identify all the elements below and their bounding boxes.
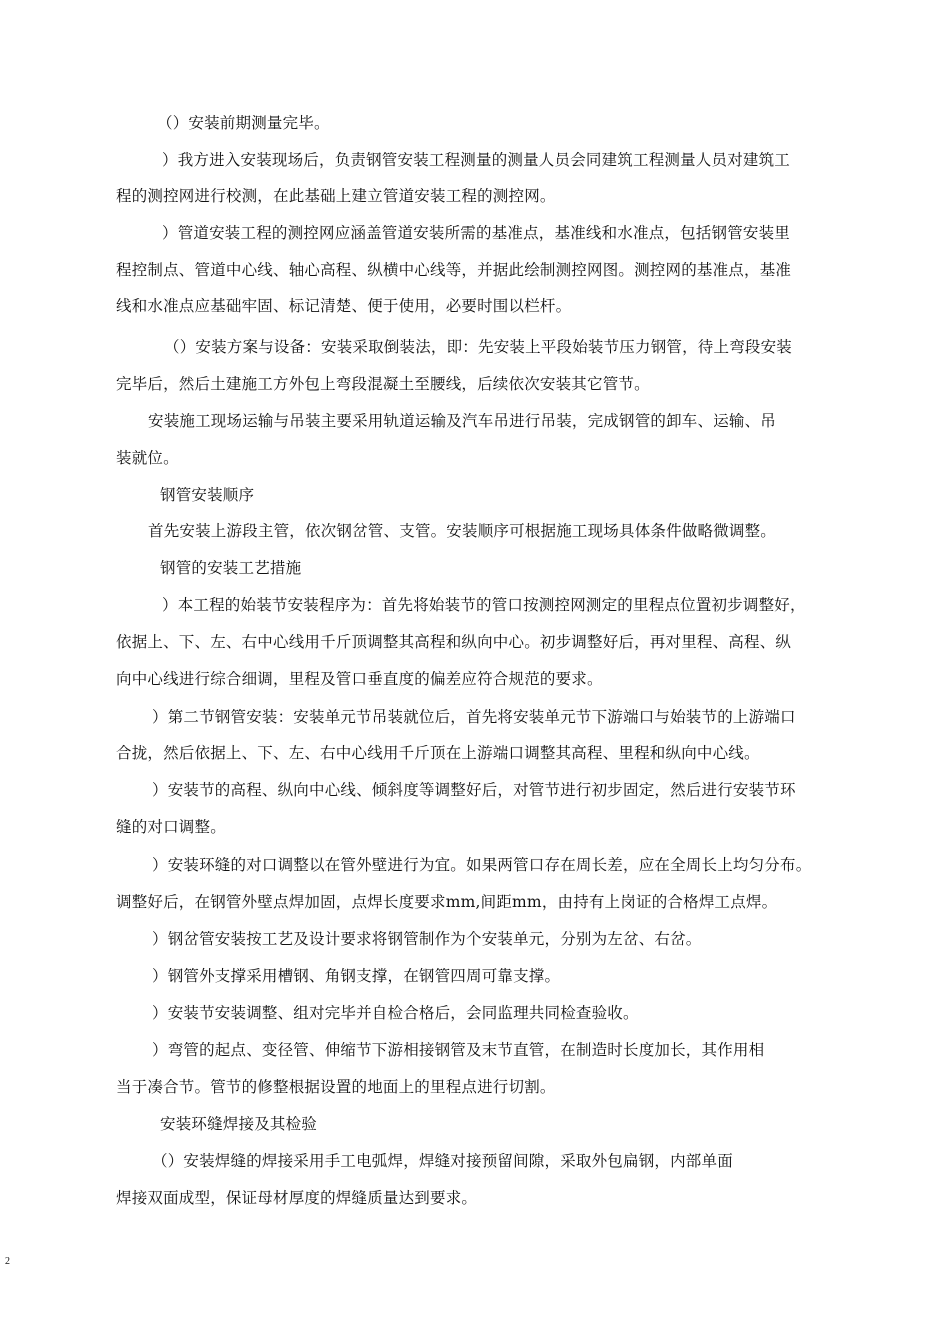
text-line: 缝的对口调整。 [116,818,226,836]
section-heading: 钢管的安装工艺措施 [160,559,302,577]
text-line: 焊接双面成型，保证母材厚度的焊缝质量达到要求。 [116,1189,478,1207]
text-line: 线和水准点应基础牢固、标记清楚、便于使用，必要时围以栏杆。 [116,297,572,315]
text-line: ）钢管外支撑采用槽钢、角钢支撑，在钢管四周可靠支撑。 [152,967,561,985]
text-line: 程控制点、管道中心线、轴心高程、纵横中心线等，并据此绘制测控网图。测控网的基准点，基准 [116,261,792,279]
text-line: 装就位。 [116,449,179,467]
text-line: 向中心线进行综合细调，里程及管口垂直度的偏差应符合规范的要求。 [116,670,603,688]
text-line: ）安装环缝的对口调整以在管外壁进行为宜。如果两管口存在周长差，应在全周长上均匀分布。 [152,856,812,874]
text-line: 程的测控网进行校测，在此基础上建立管道安装工程的测控网。 [116,187,556,205]
section-heading: 钢管安装顺序 [160,486,255,504]
text-line: ）本工程的始装节安装程序为：首先将始装节的管口按测控网测定的里程点位置初步调整好， [162,596,806,614]
text-line: ）安装节安装调整、组对完毕并自检合格后，会同监理共同检查验收。 [152,1004,639,1022]
text-line: 合拢，然后依据上、下、左、右中心线用千斤顶在上游端口调整其高程、里程和纵向中心线。 [116,744,760,762]
section-heading: 安装环缝焊接及其检验 [160,1115,318,1133]
text-line: ）钢岔管安装按工艺及设计要求将钢管制作为个安装单元，分别为左岔、右岔。 [152,930,702,948]
text-line: 调整好后，在钢管外壁点焊加固，点焊长度要求mm,间距mm，由持有上岗证的合格焊工点焊。 [116,893,778,911]
text-line: 首先安装上游段主管，依次钢岔管、支管。安装顺序可根据施工现场具体条件做略微调整。 [148,522,777,540]
text-line: 安装施工现场运输与吊装主要采用轨道运输及汽车吊进行吊装，完成钢管的卸车、运输、吊 [148,412,777,430]
text-line: （）安装前期测量完毕。 [157,114,330,132]
text-line: ）第二节钢管安装：安装单元节吊装就位后，首先将安装单元节下游端口与始装节的上游端口 [152,708,796,726]
text-line: 依据上、下、左、右中心线用千斤顶调整其高程和纵向中心。初步调整好后，再对里程、高程、纵 [116,633,792,651]
text-line: ）安装节的高程、纵向中心线、倾斜度等调整好后，对管节进行初步固定，然后进行安装节环 [152,781,796,799]
text-line: ）弯管的起点、变径管、伸缩节下游相接钢管及末节直管，在制造时长度加长，其作用相 [152,1041,765,1059]
text-line: ）管道安装工程的测控网应涵盖管道安装所需的基准点，基准线和水准点，包括钢管安装里 [162,224,791,242]
text-line: 当于凑合节。管节的修整根据设置的地面上的里程点进行切割。 [116,1078,556,1096]
text-line: （）安装方案与设备：安装采取倒装法，即：先安装上平段始装节压力钢管，待上弯段安装 [164,338,793,356]
text-line: ）我方进入安装现场后，负责钢管安装工程测量的测量人员会同建筑工程测量人员对建筑工 [162,151,791,169]
text-line: （）安装焊缝的焊接采用手工电弧焊，焊缝对接预留间隙，采取外包扁钢，内部单面 [152,1152,733,1170]
text-line: 完毕后，然后土建施工方外包上弯段混凝土至腰线，后续依次安装其它管节。 [116,375,650,393]
page-number: 2 [5,1256,10,1267]
